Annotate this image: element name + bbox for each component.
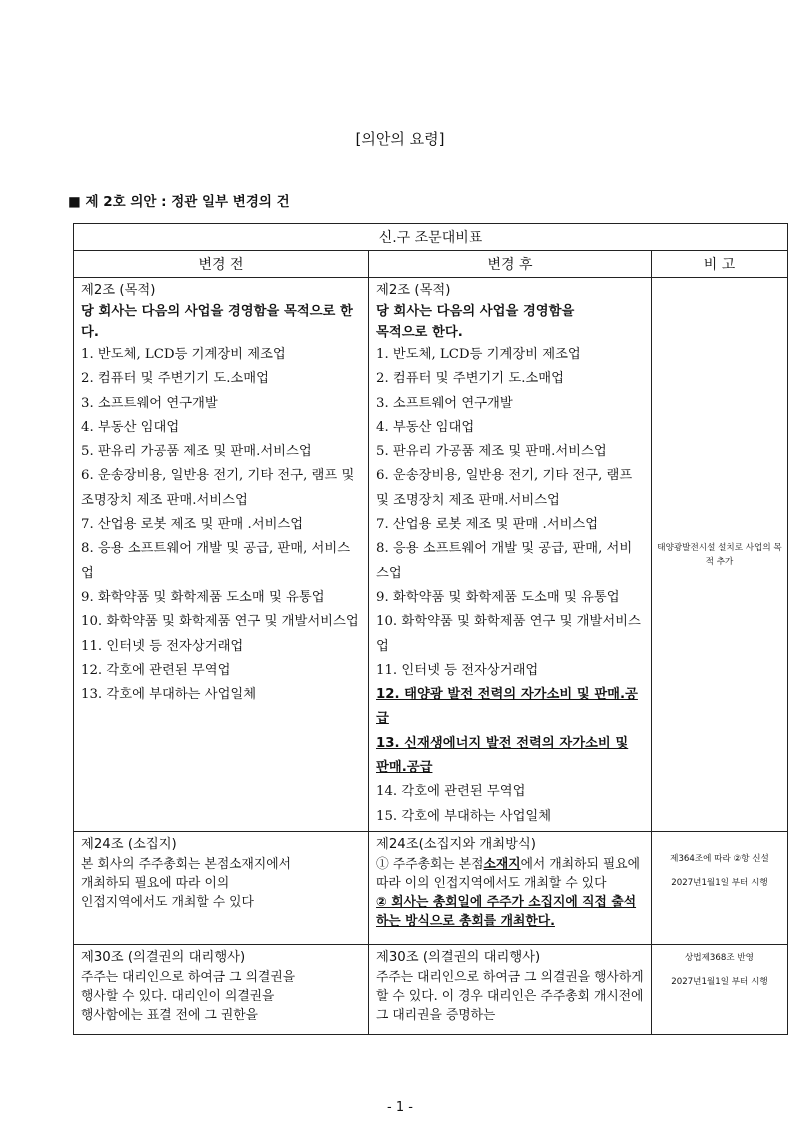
article30-before-text-2: 행사할 수 있다. 대리인이 의결권을 [81,989,275,1004]
page-number: - 1 - [387,1100,413,1115]
list-item: 13. 각호에 부대하는 사업일체 [81,687,257,703]
article2-before-list [81,343,362,707]
list-item: 2. 컴퓨터 및 주변기기 도.소매업 [81,371,269,387]
list-item: 10. 화학약품 및 화학제품 연구 및 개발서비스업 [81,614,359,630]
list-item: 1. 반도체, LCD등 기계장비 제조업 [376,347,581,362]
article30-before-text-1: 주주는 대리인으로 하여금 그 의결권을 [81,970,296,985]
article24-note-2: 2027년1월1일 부터 시행 [671,878,768,888]
article24-after-para-1 [376,855,645,893]
article24-after-cell [369,832,652,945]
list-item-new-12: 12. 태양광 발전 전력의 자가소비 및 판매.공급 [376,687,638,727]
article30-note-2: 2027년1월1일 부터 시행 [671,977,768,987]
article24-note [652,832,788,945]
list-item: 4. 부동산 임대업 [376,419,475,435]
list-item: 7. 산업용 로봇 제조 및 판매 .서비스업 [376,517,599,533]
article24-before-text-2: 개최하되 필요에 따라 이의 [81,876,230,891]
list-item: 6. 운송장비용, 일반용 전기, 기타 전구, 램프 및 조명장치 제조 판매.서비스업 [376,468,633,508]
article30-before-text-3: 행사함에는 표결 전에 그 권한을 [81,1008,258,1023]
list-item: 8. 응용 소프트웨어 개발 및 공급, 판매, 서비스업 [81,541,351,581]
article30-note-1: 상법제368조 반영 [685,953,754,963]
article24-before-cell [74,832,369,945]
list-item: 4. 부동산 임대업 [81,419,180,435]
list-item: 1. 반도체, LCD등 기계장비 제조업 [81,347,286,362]
list-item: 10. 화학약품 및 화학제품 연구 및 개발서비스업 [376,614,641,654]
article24-note-1: 제364조에 따라 ②항 신설 [670,854,769,864]
col-header-after: 변경 후 [369,251,652,278]
list-item-new-13: 13. 신재생에너지 발전 전력의 자가소비 및 판매.공급 [376,735,629,776]
list-item: 15. 각호에 부대하는 사업일체 [376,808,552,824]
col-header-before: 변경 전 [74,251,369,278]
list-item: 12. 각호에 관련된 무역업 [81,662,231,678]
article24-before-text-3: 인접지역에서도 개최할 수 있다 [81,895,254,910]
list-item: 11. 인터넷 등 전자상거래업 [376,662,539,678]
article30-before-title: 제30조 (의결권의 대리행사) [81,950,246,965]
article2-before-cell [74,278,369,832]
article2-after-title: 제2조 (목적) [376,283,451,298]
article2-after-lead-1: 당 회사는 다음의 사업을 경영함을 [376,304,575,319]
list-item: 3. 소프트웨어 연구개발 [376,395,513,411]
para-text: ① 주주총회는 본점 [376,857,484,872]
list-item: 5. 판유리 가공품 제조 및 판매.서비스업 [376,444,607,460]
article24-before-title: 제24조 (소집지) [81,837,177,852]
col-header-note: 비 고 [652,251,788,278]
article2-before-lead: 당 회사는 다음의 사업을 경영함을 목적으로 한다. [81,304,353,340]
list-item: 7. 산업용 로봇 제조 및 판매 .서비스업 [81,517,304,533]
article2-note: 태양광발전시설 설치로 사업의 목적 추가 [652,278,788,832]
list-item: 3. 소프트웨어 연구개발 [81,395,218,411]
table-caption: 신.구 조문대비표 [74,224,788,251]
list-item: 14. 각호에 관련된 무역업 [376,784,526,800]
list-item: 11. 인터넷 등 전자상거래업 [81,638,244,654]
list-item: 8. 응용 소프트웨어 개발 및 공급, 판매, 서비스업 [376,541,633,581]
article2-after-list [376,343,645,829]
list-item: 6. 운송장비용, 일반용 전기, 기타 전구, 램프 및 조명장치 제조 판매.서비스업 [81,468,355,508]
article2-after-lead-2: 목적으로 한다. [376,325,463,340]
para-text-underlined: 소재지 [483,857,521,872]
article30-before-cell [74,945,369,1035]
article30-after-text: 주주는 대리인으로 하여금 그 의결권을 행사하게 할 수 있다. 이 경우 대리인은 주주총회 개시전에 그 대리권을 증명하는 [376,970,644,1023]
list-item: 2. 컴퓨터 및 주변기기 도.소매업 [376,371,564,387]
list-item: 9. 화학약품 및 화학제품 도소매 및 유통업 [81,589,325,605]
article30-after-cell [369,945,652,1035]
article24-after-title: 제24조(소집지와 개최방식) [376,837,536,852]
list-item: 5. 판유리 가공품 제조 및 판매.서비스업 [81,444,312,460]
list-item: 9. 화학약품 및 화학제품 도소매 및 유통업 [376,589,620,605]
article30-after-title: 제30조 (의결권의 대리행사) [376,950,541,965]
comparison-table [73,223,788,1035]
para-text: 에서 개최하되 필요에 따라 이의 인접지역에서도 개최할 수 있다 [376,857,640,891]
article24-after-para-2: ② 회사는 총회일에 주주가 소집지에 직접 출석하는 방식으로 총회를 개최한다. [376,895,637,929]
document-title: [의안의 요령] [355,130,445,148]
section-heading: ■ 제 2호 의안 : 정관 일부 변경의 건 [68,194,290,210]
article30-note [652,945,788,1035]
article2-before-title: 제2조 (목적) [81,283,156,298]
article24-before-text-1: 본 회사의 주주총회는 본점소재지에서 [81,857,291,872]
article2-after-cell [369,278,652,832]
